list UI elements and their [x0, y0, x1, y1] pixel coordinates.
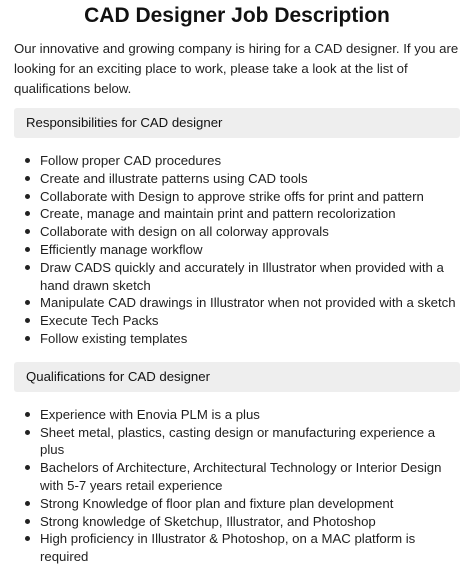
list-item-text: Collaborate with design on all colorway approvals [40, 224, 329, 240]
list-item [40, 170, 460, 188]
bullet-icon [25, 158, 30, 163]
list-item-text: Strong knowledge of Sketchup, Illustrator, and Photoshop [40, 513, 376, 529]
bullet-icon [25, 501, 30, 506]
list-item [40, 513, 460, 531]
bullet-icon [25, 176, 30, 181]
responsibilities-list [14, 152, 460, 348]
list-item-text: Strong Knowledge of floor plan and fixture plan development [40, 495, 394, 511]
page-title: CAD Designer Job Description [84, 4, 390, 27]
responsibilities-heading: Responsibilities for CAD designer [14, 108, 460, 138]
bullet-icon [25, 412, 30, 417]
bullet-icon [25, 318, 30, 323]
list-item-text: Collaborate with Design to approve strike offs for print and pattern [40, 188, 424, 204]
list-item-text: Create and illustrate patterns using CAD tools [40, 170, 308, 186]
list-item [40, 530, 460, 566]
list-item [40, 459, 460, 495]
bullet-icon [25, 519, 30, 524]
list-item-text: Create, manage and maintain print and pattern recolorization [40, 206, 396, 222]
list-item [40, 152, 460, 170]
bullet-icon [25, 336, 30, 341]
bullet-icon [25, 430, 30, 435]
bullet-icon [25, 211, 30, 216]
qualifications-list [14, 406, 460, 566]
list-item [40, 205, 460, 223]
list-item [40, 312, 460, 330]
bullet-icon [25, 265, 30, 270]
qualifications-heading: Qualifications for CAD designer [14, 362, 460, 392]
list-item [40, 406, 460, 424]
list-item [40, 223, 460, 241]
list-item-text: Draw CADS quickly and accurately in Illustrator when provided with a hand drawn sketch [40, 259, 444, 293]
list-item [40, 259, 460, 295]
list-item [40, 330, 460, 348]
list-item-text: Manipulate CAD drawings in Illustrator when not provided with a sketch [40, 295, 456, 311]
bullet-icon [25, 465, 30, 470]
list-item [40, 241, 460, 259]
intro-paragraph: Our innovative and growing company is hiring for a CAD designer. If you are looking for an exciting place to work, please take a look at the list of qualifications below. [14, 41, 459, 96]
list-item-text: Execute Tech Packs [40, 313, 159, 329]
list-item [40, 424, 460, 460]
bullet-icon [25, 536, 30, 541]
list-item-text: Follow proper CAD procedures [40, 153, 222, 168]
list-item [40, 188, 460, 206]
list-item-text: Sheet metal, plastics, casting design or manufacturing experience a plus [40, 424, 436, 458]
list-item-text: Bachelors of Architecture, Architectural Technology or Interior Design with 5-7 years retail experience [40, 460, 442, 493]
list-item [40, 294, 460, 312]
list-item-text: Experience with Enovia PLM is a plus [40, 406, 260, 422]
list-item-text: Follow existing templates [40, 330, 188, 346]
list-item [40, 495, 460, 513]
bullet-icon [25, 194, 30, 199]
bullet-icon [25, 300, 30, 305]
list-item-text: Efficiently manage workflow [40, 241, 203, 257]
bullet-icon [25, 247, 30, 252]
bullet-icon [25, 229, 30, 234]
list-item-text: High proficiency in Illustrator & Photoshop, on a MAC platform is required [40, 531, 416, 565]
